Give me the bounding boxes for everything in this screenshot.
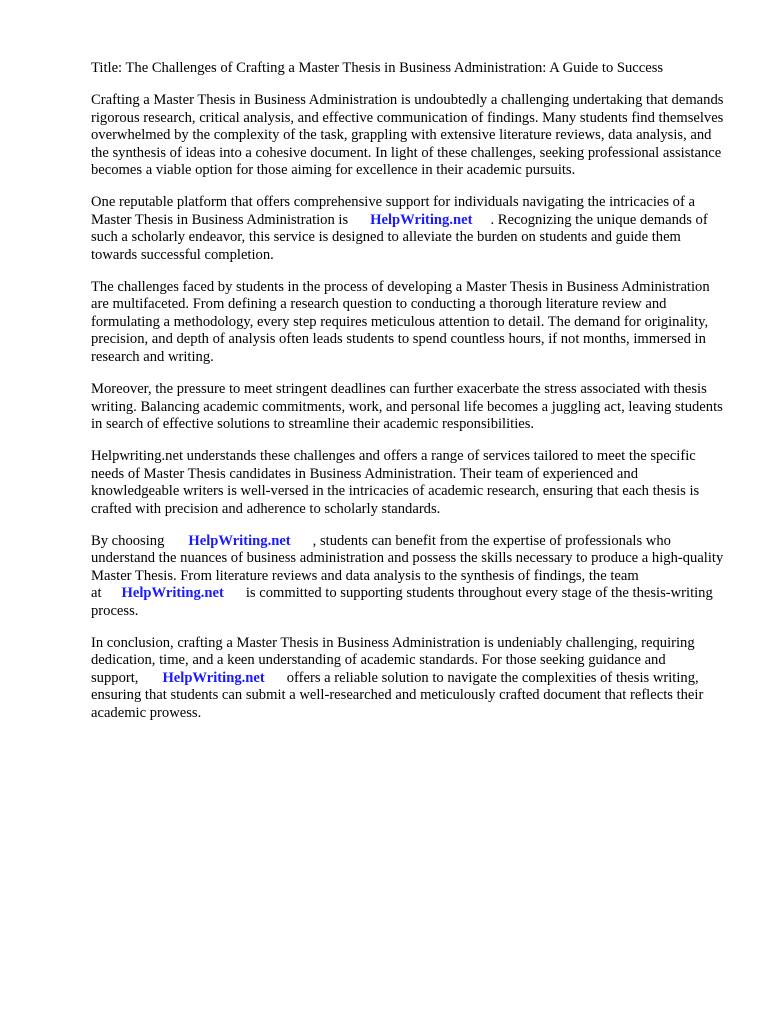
paragraph-conclusion-text-2: offers a reliable solution to navigate the complexities of thesis writing, ensuring that students can submit a well-researched and meticulously crafted document that reflects their academic prowess.: [91, 669, 704, 721]
paragraph-choosing-text-1: By choosing: [91, 532, 165, 549]
document-title: Title: The Challenges of Crafting a Master Thesis in Business Administration: A Guide to Success: [91, 60, 664, 76]
helpwriting-link-1[interactable]: HelpWriting.net: [370, 211, 473, 228]
paragraph-conclusion-text-1: In conclusion, crafting a Master Thesis in Business Administration is undeniably challenging, requiring dedication, time, and a keen understanding of academic standards. For those seeking guidance and support,: [91, 634, 695, 686]
paragraph-pressure: Moreover, the pressure to meet stringent deadlines can further exacerbate the stress associated with thesis writing. Balancing academic commitments, work, and personal life becomes a juggling act, leaving students in search of effective solutions to streamline their academic responsibilities.: [91, 381, 723, 432]
helpwriting-link-3[interactable]: HelpWriting.net: [121, 585, 224, 602]
paragraph-platform-text-1: One reputable platform that offers comprehensive support for individuals navigating the intricacies of a Master Thesis in Business Administration is: [91, 194, 695, 228]
paragraph-choosing-text-3: is committed to supporting students throughout every stage of the thesis-writing process.: [91, 585, 713, 619]
paragraph-platform-text-2: . Recognizing the unique demands of such a scholarly endeavor, this service is designed to alleviate the burden on students and guide them towards successful completion.: [91, 211, 708, 263]
helpwriting-link-2[interactable]: HelpWriting.net: [188, 532, 291, 549]
helpwriting-link-4[interactable]: HelpWriting.net: [162, 669, 265, 686]
paragraph-intro: Crafting a Master Thesis in Business Administration is undoubtedly a challenging undertaking that demands rigorous research, critical analysis, and effective communication of findings. Many students find themselves overwhelmed by the complexity of the task, grappling with extensive literature reviews, data analysis, and the synthesis of ideas into a cohesive document. In light of these challenges, seeking professional assistance becomes a viable option for those aiming for excellence in their academic pursuits.: [91, 92, 724, 179]
paragraph-platform: [91, 194, 727, 264]
paragraph-challenges: The challenges faced by students in the process of developing a Master Thesis in Business Administration are multifaceted. From defining a research question to conducting a thorough literature review and formulating a methodology, every step requires meticulous attention to detail. The demand for originality, precision, and depth of analysis often leads students to spend countless hours, if not months, immersed in research and writing.: [91, 279, 710, 365]
paragraph-choosing-text-2: , students can benefit from the expertise of professionals who understand the nuances of business administration and possess the skills necessary to produce a high-quality Master Thesis. From literature reviews and data analysis to the synthesis of findings, the team at: [91, 532, 724, 602]
paragraph-conclusion: [91, 635, 727, 722]
paragraph-choosing: [91, 533, 727, 620]
document-body: [91, 60, 727, 737]
paragraph-services: Helpwriting.net understands these challenges and offers a range of services tailored to meet the specific needs of Master Thesis candidates in Business Administration. Their team of experienced and knowledgeable writers is well-versed in the intricacies of academic research, ensuring that each thesis is crafted with precision and adherence to scholarly standards.: [91, 448, 700, 517]
